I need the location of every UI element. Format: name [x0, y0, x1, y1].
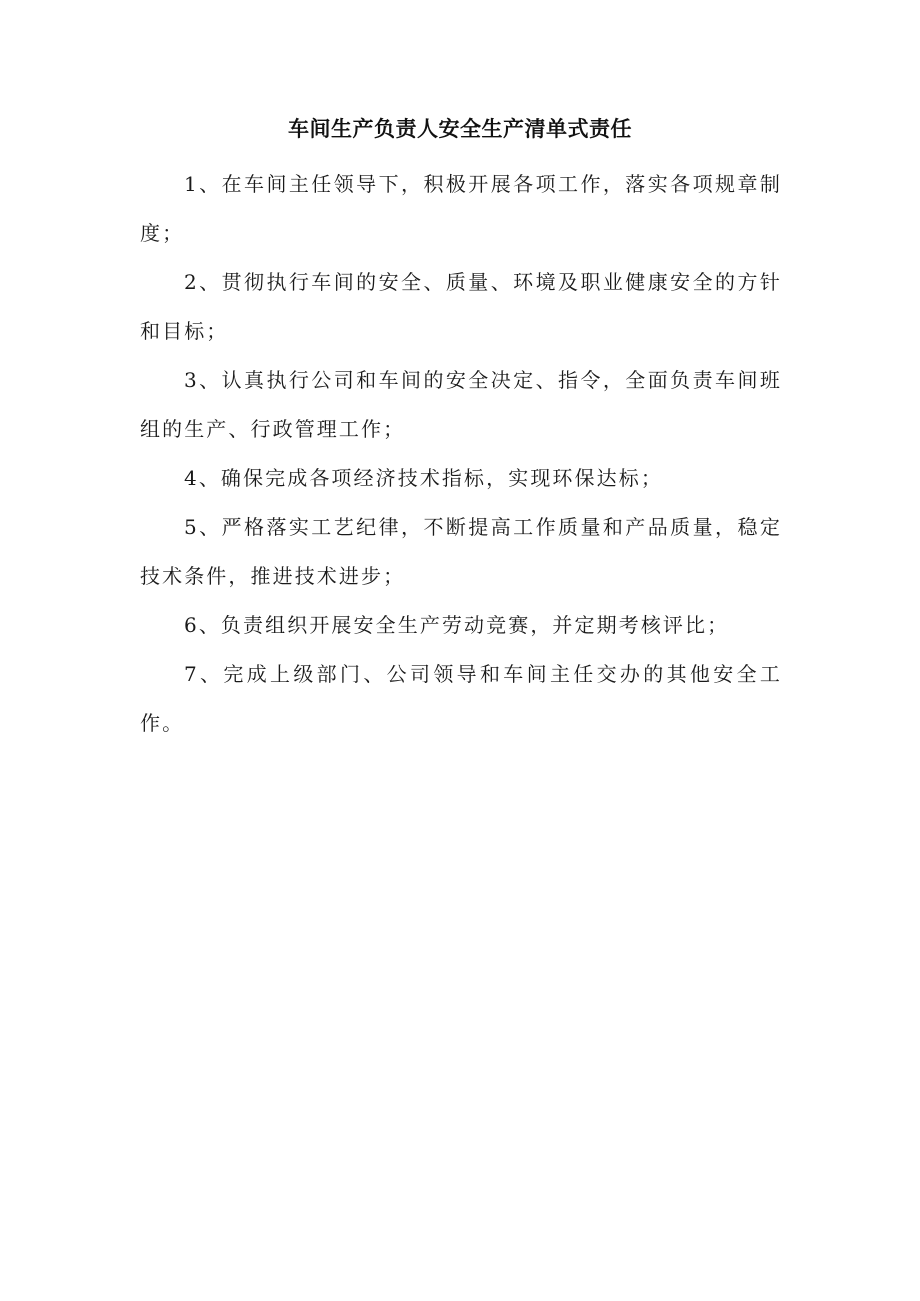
responsibility-item-5: 5、严格落实工艺纪律，不断提高工作质量和产品质量，稳定技术条件，推进技术进步； — [140, 515, 782, 588]
document-title: 车间生产负责人安全生产清单式责任 — [288, 117, 632, 141]
responsibility-item-6: 6、负责组织开展安全生产劳动竞赛，并定期考核评比； — [184, 613, 730, 637]
responsibility-item-3: 3、认真执行公司和车间的安全决定、指令，全面负责车间班组的生产、行政管理工作； — [140, 368, 782, 441]
document-body — [140, 160, 782, 748]
responsibility-item-4: 4、确保完成各项经济技术指标，实现环保达标； — [184, 466, 663, 490]
responsibility-item-1: 1、在车间主任领导下，积极开展各项工作，落实各项规章制度； — [140, 172, 782, 245]
responsibility-item-2: 2、贯彻执行车间的安全、质量、环境及职业健康安全的方针和目标； — [140, 270, 782, 343]
responsibility-item-7: 7、完成上级部门、公司领导和车间主任交办的其他安全工作。 — [140, 662, 782, 735]
